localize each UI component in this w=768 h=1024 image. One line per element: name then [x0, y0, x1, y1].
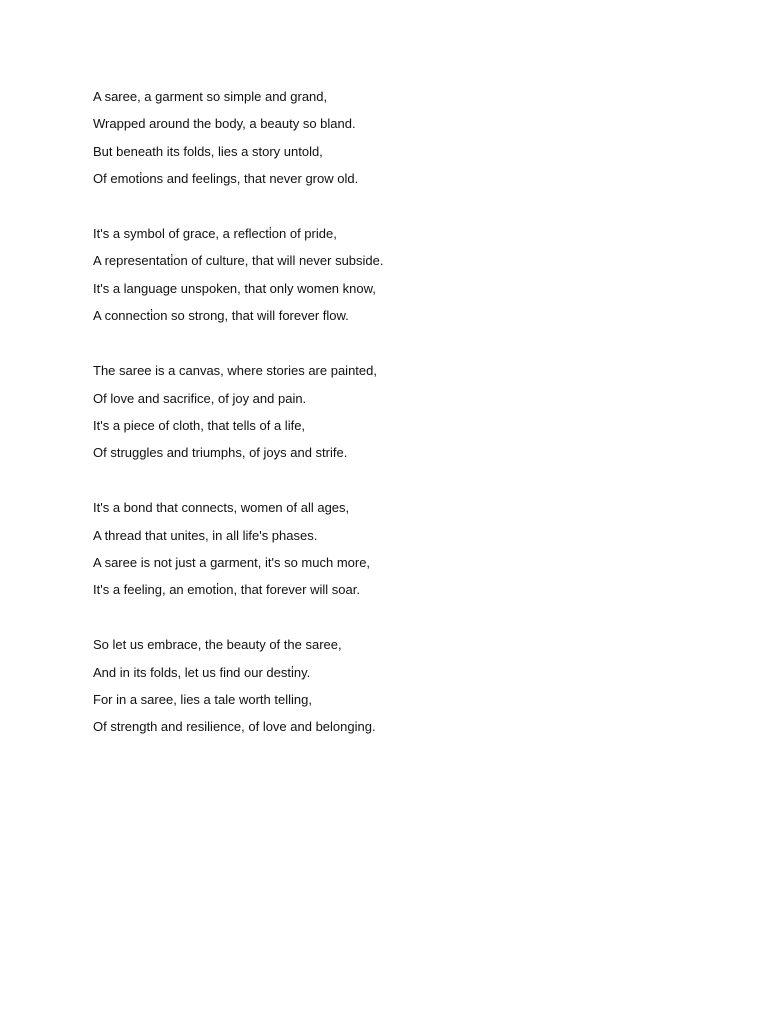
- poem-line: So let us embrace, the beauty of the saree,: [93, 637, 342, 653]
- poem-line: Wrapped around the body, a beauty so bland.: [93, 116, 356, 132]
- poem-line: And in its folds, let us find our desti̇ny.: [93, 664, 311, 680]
- poem-body: [93, 85, 733, 770]
- poem-line: For in a saree, lies a tale worth telling,: [93, 692, 312, 708]
- poem-line: It's a bond that connects, women of all ages,: [93, 500, 350, 516]
- poem-line: A representati̇on of culture, that will never subside.: [93, 253, 384, 269]
- poem-line: But beneath its folds, lies a story untold,: [93, 143, 323, 159]
- stanza-5: [93, 633, 733, 743]
- poem-line: It's a language unspoken, that only women know,: [93, 280, 376, 296]
- stanza-2: [93, 222, 733, 332]
- poem-line: Of love and sacrifice, of joy and pain.: [93, 390, 307, 406]
- poem-line: A thread that unites, in all life's phases.: [93, 527, 318, 543]
- stanza-3: [93, 359, 733, 469]
- poem-line: A connecti̇on so strong, that will forever flow.: [93, 308, 349, 324]
- poem-line: It's a piece of cloth, that tells of a life,: [93, 417, 306, 433]
- poem-line: A saree is not just a garment, it's so much more,: [93, 554, 371, 570]
- stanza-4: [93, 496, 733, 606]
- poem-line: The saree is a canvas, where stories are painted,: [93, 363, 377, 379]
- stanza-1: [93, 85, 733, 195]
- poem-line: Of struggles and triumphs, of joys and strife.: [93, 445, 348, 461]
- poem-line: Of strength and resilience, of love and belonging.: [93, 719, 376, 735]
- poem-line: It's a feeling, an emoti̇on, that forever will soar.: [93, 582, 360, 598]
- poem-line: It's a symbol of grace, a reflecti̇on of pride,: [93, 226, 337, 242]
- poem-line: Of emoti̇ons and feelings, that never grow old.: [93, 171, 359, 187]
- poem-line: A saree, a garment so simple and grand,: [93, 89, 328, 104]
